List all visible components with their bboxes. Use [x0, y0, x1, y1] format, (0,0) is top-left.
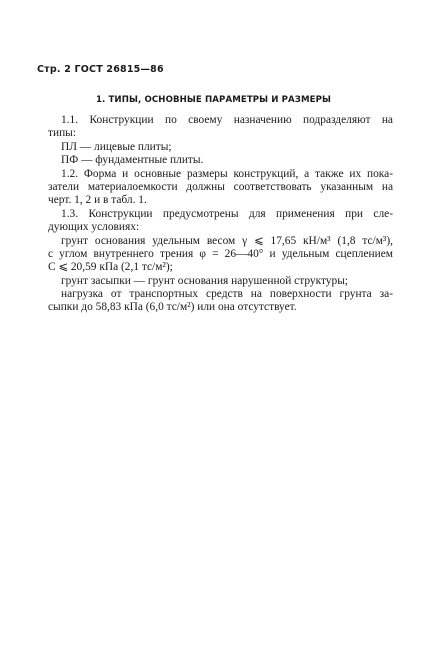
condition-backfill-line: грунт засыпки — грунт основания нарушенной структуры;	[61, 274, 349, 287]
paragraph-1-1-line-2: типы:	[48, 127, 76, 140]
condition-soil-base-line-1: грунт основания удельным весом γ ⩽ 17,65 кН/м³ (1,8 тс/м³),	[61, 234, 393, 247]
type-pf-line: ПФ — фундаментные плиты.	[61, 154, 204, 167]
condition-soil-base-line-2: с углом внутреннего трения φ = 26—40° и удельным сцеплением	[48, 247, 393, 260]
section-body	[48, 114, 393, 315]
paragraph-1-3-line-2: дующих условиях:	[48, 221, 140, 234]
condition-soil-base-line-3: C ⩽ 20,59 кПа (2,1 тс/м²);	[48, 261, 173, 274]
type-pl-line: ПЛ — лицевые плиты;	[61, 140, 172, 153]
condition-load-line-1: нагрузка от транспортных средств на поверхности грунта за-	[61, 288, 393, 301]
page-header: Стр. 2 ГОСТ 26815—86	[37, 64, 164, 75]
paragraph-1-3-line-1: 1.3. Конструкции предусмотрены для применения при сле-	[61, 207, 393, 220]
condition-load-line-2: сыпки до 58,83 кПа (6,0 тс/м²) или она отсутствует.	[48, 301, 297, 314]
paragraph-1-2-line-2: затели материалоемкости должны соответствовать указанным на	[48, 180, 393, 193]
paragraph-1-2-line-1: 1.2. Форма и основные размеры конструкций, а также их пока-	[61, 167, 393, 180]
paragraph-1-1-line-1: 1.1. Конструкции по своему назначению подразделяют на	[61, 114, 393, 126]
section-title: 1. ТИПЫ, ОСНОВНЫЕ ПАРАМЕТРЫ И РАЗМЕРЫ	[95, 95, 332, 105]
paragraph-1-2-line-3: черт. 1, 2 и в табл. 1.	[48, 194, 147, 207]
